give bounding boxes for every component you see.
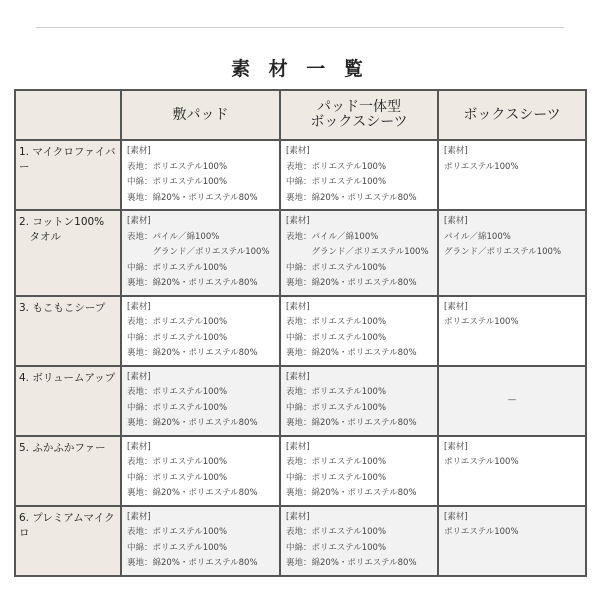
material-cell: [素材] 表地：ポリエステル100% 中綿：ポリエステル100% 裏地：綿20%・ポリエステル80% (121, 366, 280, 436)
table-row (15, 296, 586, 366)
material-cell: [素材] パイル／綿100% グランド／ポリエステル100% (438, 210, 586, 296)
table-row (15, 436, 586, 506)
material-cell: [素材] 表地：ポリエステル100% 中綿：ポリエステル100% 裏地：綿20%・ポリエステル80% (121, 296, 280, 366)
material-cell: [素材] 表地：ポリエステル100% 中綿：ポリエステル100% 裏地：綿20%・ポリエステル80% (121, 436, 280, 506)
table-row (15, 506, 586, 576)
row-label: 6. プレミアムマイクロ (15, 506, 121, 576)
row-label: 2. コットン100% タオル (15, 210, 121, 296)
material-cell: [素材] ポリエステル100% (438, 296, 586, 366)
top-divider (36, 27, 564, 28)
material-cell: [素材] ポリエステル100% (438, 506, 586, 576)
material-cell: [素材] 表地：ポリエステル100% 中綿：ポリエステル100% 裏地：綿20%・ポリエステル80% (280, 366, 438, 436)
header-shiki-pad: 敷パッド (121, 90, 280, 140)
material-cell: — (438, 366, 586, 436)
materials-table (14, 89, 587, 577)
material-cell: [素材] 表地：ポリエステル100% 中綿：ポリエステル100% 裏地：綿20%・ポリエステル80% (280, 296, 438, 366)
header-pad-box-sheets: パッド一体型 ボックスシーツ (280, 90, 438, 140)
row-label: 3. もこもこシープ (15, 296, 121, 366)
table-row (15, 140, 586, 210)
row-label: 4. ボリュームアップ (15, 366, 121, 436)
material-cell: [素材] 表地：ポリエステル100% 中綿：ポリエステル100% 裏地：綿20%・ポリエステル80% (280, 436, 438, 506)
material-cell: [素材] 表地：ポリエステル100% 中綿：ポリエステル100% 裏地：綿20%・ポリエステル80% (280, 506, 438, 576)
material-cell: [素材] 表地：パイル／綿100% グランド／ポリエステル100% 中綿：ポリエステル100% 裏地：綿20%・ポリエステル80% (121, 210, 280, 296)
page-title: 素 材 一 覧 (231, 58, 369, 80)
material-cell: [素材] 表地：ポリエステル100% 中綿：ポリエステル100% 裏地：綿20%・ポリエステル80% (121, 506, 280, 576)
header-row (15, 90, 586, 140)
row-label: 5. ふかふかファー (15, 436, 121, 506)
table-row (15, 210, 586, 296)
header-empty (15, 90, 121, 140)
row-label: 1. マイクロファイバー (15, 140, 121, 210)
material-cell: [素材] 表地：パイル／綿100% グランド／ポリエステル100% 中綿：ポリエステル100% 裏地：綿20%・ポリエステル80% (280, 210, 438, 296)
material-cell: [素材] ポリエステル100% (438, 436, 586, 506)
material-cell: [素材] ポリエステル100% (438, 140, 586, 210)
table-row (15, 366, 586, 436)
material-cell: [素材] 表地：ポリエステル100% 中綿：ポリエステル100% 裏地：綿20%・ポリエステル80% (280, 140, 438, 210)
header-box-sheets: ボックスシーツ (438, 90, 586, 140)
material-cell: [素材] 表地：ポリエステル100% 中綿：ポリエステル100% 裏地：綿20%・ポリエステル80% (121, 140, 280, 210)
